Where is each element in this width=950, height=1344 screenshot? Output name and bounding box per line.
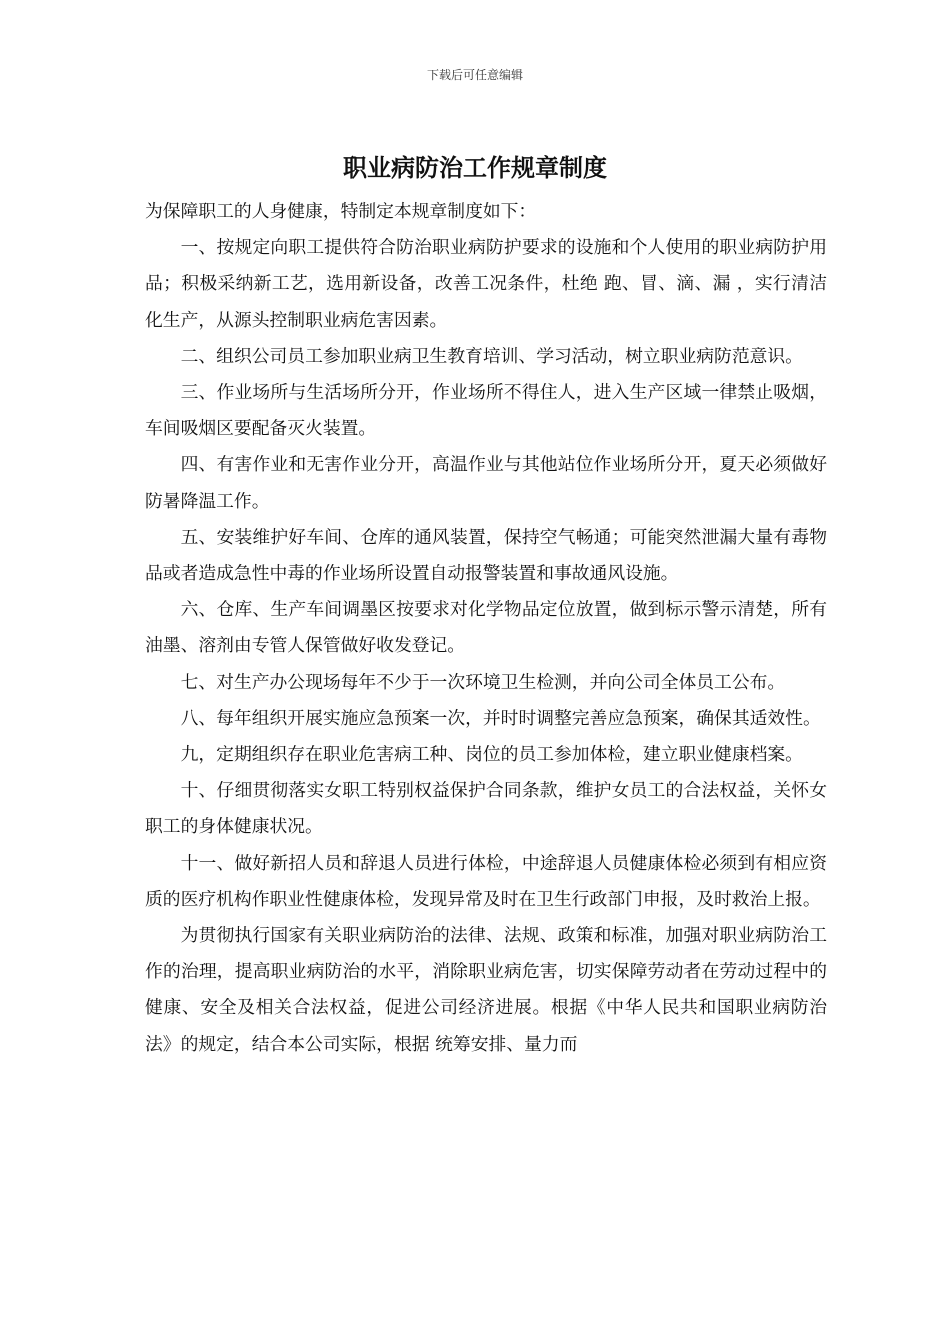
paragraph-10: 十、仔细贯彻落实女职工特别权益保护合同条款，维护女员工的合法权益，关怀女职工的身体健康状况。 (145, 780, 827, 838)
paragraph-2: 二、组织公司员工参加职业病卫生教育培训、学习活动，树立职业病防范意识。 (180, 345, 803, 367)
paragraph-4: 四、有害作业和无害作业分开，高温作业与其他站位作业场所分开，夏天必须做好防暑降温工作。 (145, 454, 827, 512)
header-note: 下载后可任意编辑 (426, 68, 523, 82)
paragraph-5: 五、安装维护好车间、仓库的通风装置，保持空气畅通；可能突然泄漏大量有毒物品或者造成急性中毒的作业场所设置自动报警装置和事故通风设施。 (145, 526, 827, 585)
paragraph-7: 七、对生产办公现场每年不少于一次环境卫生检测，并向公司全体员工公布。 (180, 671, 786, 693)
document-body (145, 194, 827, 1063)
intro-paragraph: 为保障职工的人身健康，特制定本规章制度如下： (145, 201, 537, 222)
paragraph-closing: 为贯彻执行国家有关职业病防治的法律、法规、政策和标准，加强对职业病防治工作的治理，提高职业病防治的水平，消除职业病危害，切实保障劳动者在劳动过程中的健康、安全及相关合法权益，促进公司经济进展。根据《中华人民共和国职业病防治法》的规定，结合本公司实际，根据 统筹安排、量力而 (145, 925, 827, 1055)
paragraph-8: 八、每年组织开展实施应急预案一次，并时时调整完善应急预案，确保其适效性。 (180, 707, 821, 729)
paragraph-9: 九，定期组织存在职业危害病工种、岗位的员工参加体检，建立职业健康档案。 (180, 744, 803, 766)
paragraph-6: 六、仓库、生产车间调墨区按要求对化学物品定位放置，做到标示警示清楚，所有油墨、溶剂由专管人保管做好收发登记。 (145, 599, 827, 657)
paragraph-3: 三、作业场所与生活场所分开，作业场所不得住人，进入生产区域一律禁止吸烟，车间吸烟区要配备灭火装置。 (145, 382, 827, 440)
paragraph-1: 一、按规定向职工提供符合防治职业病防护要求的设施和个人使用的职业病防护用品；积极采纳新工艺，选用新设备，改善工况条件，杜绝 跑、冒、滴、漏 ，实行清洁化生产，从源头控制职业病危害因素。 (145, 237, 827, 331)
document-title: 职业病防治工作规章制度 (343, 154, 607, 182)
paragraph-11: 十一、做好新招人员和辞退人员进行体检，中途辞退人员健康体检必须到有相应资质的医疗机构作职业性健康体检，发现异常及时在卫生行政部门申报，及时救治上报。 (145, 852, 827, 910)
